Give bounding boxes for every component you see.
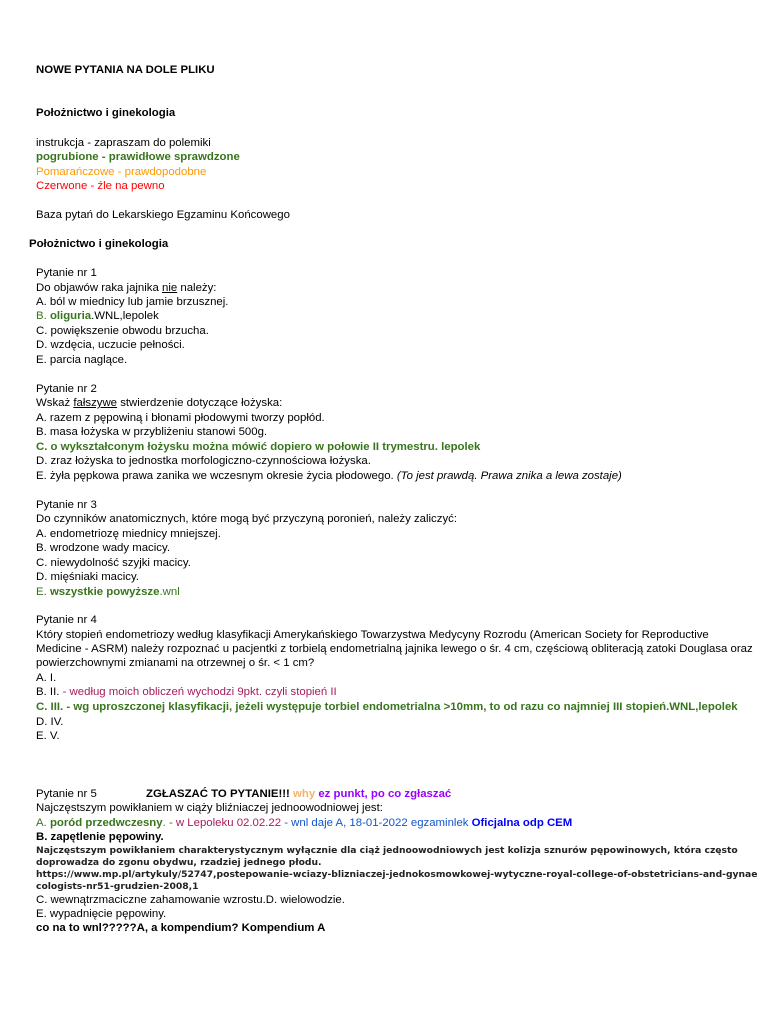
- section-title-2: Położnictwo i ginekologia: [29, 238, 169, 250]
- legend-orange: Pomarańczowe - prawdopodobne: [36, 166, 207, 178]
- section-title: Położnictwo i ginekologia: [36, 107, 176, 119]
- q2-option-a: A. razem z pępowiną i błonami płodowymi tworzy popłód.: [36, 412, 325, 424]
- q3-stem: Do czynników anatomicznych, które mogą być przyczyną poronień, należy zaliczyć:: [36, 513, 458, 525]
- q5-flag: ZGŁASZAĆ TO PYTANIE!!! why ez punkt, po co zgłaszać: [146, 788, 452, 800]
- q4-option-c: C. III. - wg uproszczonej klasyfikacji, jeżeli występuje torbiel endometrialna >10mm, to od razu co najmniej III stopień.WNL,lepolek: [36, 701, 738, 713]
- legend-red: Czerwone - źle na pewno: [36, 180, 165, 192]
- q1-option-e: E. parcia naglące.: [36, 354, 128, 366]
- q5-title: Pytanie nr 5: [36, 788, 97, 800]
- question-base-title: Baza pytań do Lekarskiego Egzaminu Końcowego: [36, 209, 290, 221]
- q3-option-d: D. mięśniaki macicy.: [36, 571, 139, 583]
- q5-option-c-d: C. wewnątrzmaciczne zahamowanie wzrostu.D. wielowodzie.: [36, 894, 345, 906]
- q2-option-b: B. masa łożyska w przybliżeniu stanowi 500g.: [36, 426, 268, 438]
- q4-stem-line-1: Który stopień endometriozy według klasyfikacji Amerykańskiego Towarzystwa Medycyny Rozrodu (American Society for Reproductive: [36, 629, 709, 641]
- q5-note-link-2[interactable]: cologists-nr51-grudzien-2008,1: [36, 881, 199, 892]
- q2-option-d: D. zraz łożyska to jednostka morfologiczno-czynnościowa łożyska.: [36, 455, 371, 467]
- q5-comment: co na to wnl?????A, a kompendium? Kompendium A: [36, 922, 326, 934]
- q5-note-line-1: Najczęstszym powikłaniem charakterystycznym wyłącznie dla ciąż jednoowodniowych jest kolizja sznurów pępowinowych, która często: [36, 845, 738, 856]
- q1-stem: Do objawów raka jajnika nie należy:: [36, 282, 217, 294]
- new-questions-note: NOWE PYTANIA NA DOLE PLIKU: [36, 64, 215, 76]
- q3-title: Pytanie nr 3: [36, 499, 97, 511]
- q3-option-b: B. wrodzone wady macicy.: [36, 542, 170, 554]
- q1-option-b: B. oliguria.WNL,lepolek: [36, 310, 159, 322]
- q5-option-a: A. poród przedwczesny. - w Lepoleku 02.02.22 - wnl daje A, 18-01-2022 egzaminlek Oficjalna odp CEM: [36, 817, 573, 829]
- q4-option-d: D. IV.: [36, 716, 64, 728]
- q1-option-d: D. wzdęcia, uczucie pełności.: [36, 339, 185, 351]
- q1-option-a: A. ból w miednicy lub jamie brzusznej.: [36, 296, 229, 308]
- q4-title: Pytanie nr 4: [36, 614, 97, 626]
- legend-bold: pogrubione - prawidłowe sprawdzone: [36, 151, 240, 163]
- q3-option-c: C. niewydolność szyjki macicy.: [36, 557, 191, 569]
- q4-option-b: B. II. - według moich obliczeń wychodzi 9pkt. czyli stopień II: [36, 686, 337, 698]
- q4-stem-line-2: Medicine - ASRM) należy rozpoznać u pacjentki z torbielą endometrialną jajnika lewego o śr. 4 cm, częściową obliteracją zatoki Douglasa oraz: [36, 643, 753, 655]
- q5-note-link-1[interactable]: https://www.mp.pl/artykuly/52747,postepowanie-wciazy-blizniaczej-jednokosmowkowej-wytyczne-royal-college-of-obstetricians-and-gynae: [36, 869, 758, 880]
- q3-option-a: A. endometriozę miednicy mniejszej.: [36, 528, 221, 540]
- q4-stem-line-3: powierzchownymi zmianami na otrzewnej o śr. < 1 cm?: [36, 657, 315, 669]
- q1-title: Pytanie nr 1: [36, 267, 97, 279]
- q5-note-line-2: doprowadza do zgonu obydwu, rzadziej jednego płodu.: [36, 857, 322, 868]
- q2-option-e: E. żyła pępkowa prawa zanika we wczesnym okresie życia płodowego. (To jest prawdą. Prawa znika a lewa zostaje): [36, 470, 622, 482]
- q2-option-c: C. o wykształconym łożysku można mówić dopiero w połowie II trymestru. lepolek: [36, 441, 481, 453]
- q5-option-b: B. zapętlenie pępowiny.: [36, 831, 164, 843]
- q5-option-e: E. wypadnięcie pępowiny.: [36, 908, 167, 920]
- q5-stem: Najczęstszym powikłaniem w ciąży bliźniaczej jednoowodniowej jest:: [36, 802, 383, 814]
- q3-option-e: E. wszystkie powyższe.wnl: [36, 586, 180, 598]
- q1-option-c: C. powiększenie obwodu brzucha.: [36, 325, 209, 337]
- q2-stem: Wskaż fałszywe stwierdzenie dotyczące łożyska:: [36, 397, 283, 409]
- q4-option-e: E. V.: [36, 730, 60, 742]
- q2-title: Pytanie nr 2: [36, 383, 97, 395]
- instruction-line: instrukcja - zapraszam do polemiki: [36, 137, 211, 149]
- q4-option-a: A. I.: [36, 672, 57, 684]
